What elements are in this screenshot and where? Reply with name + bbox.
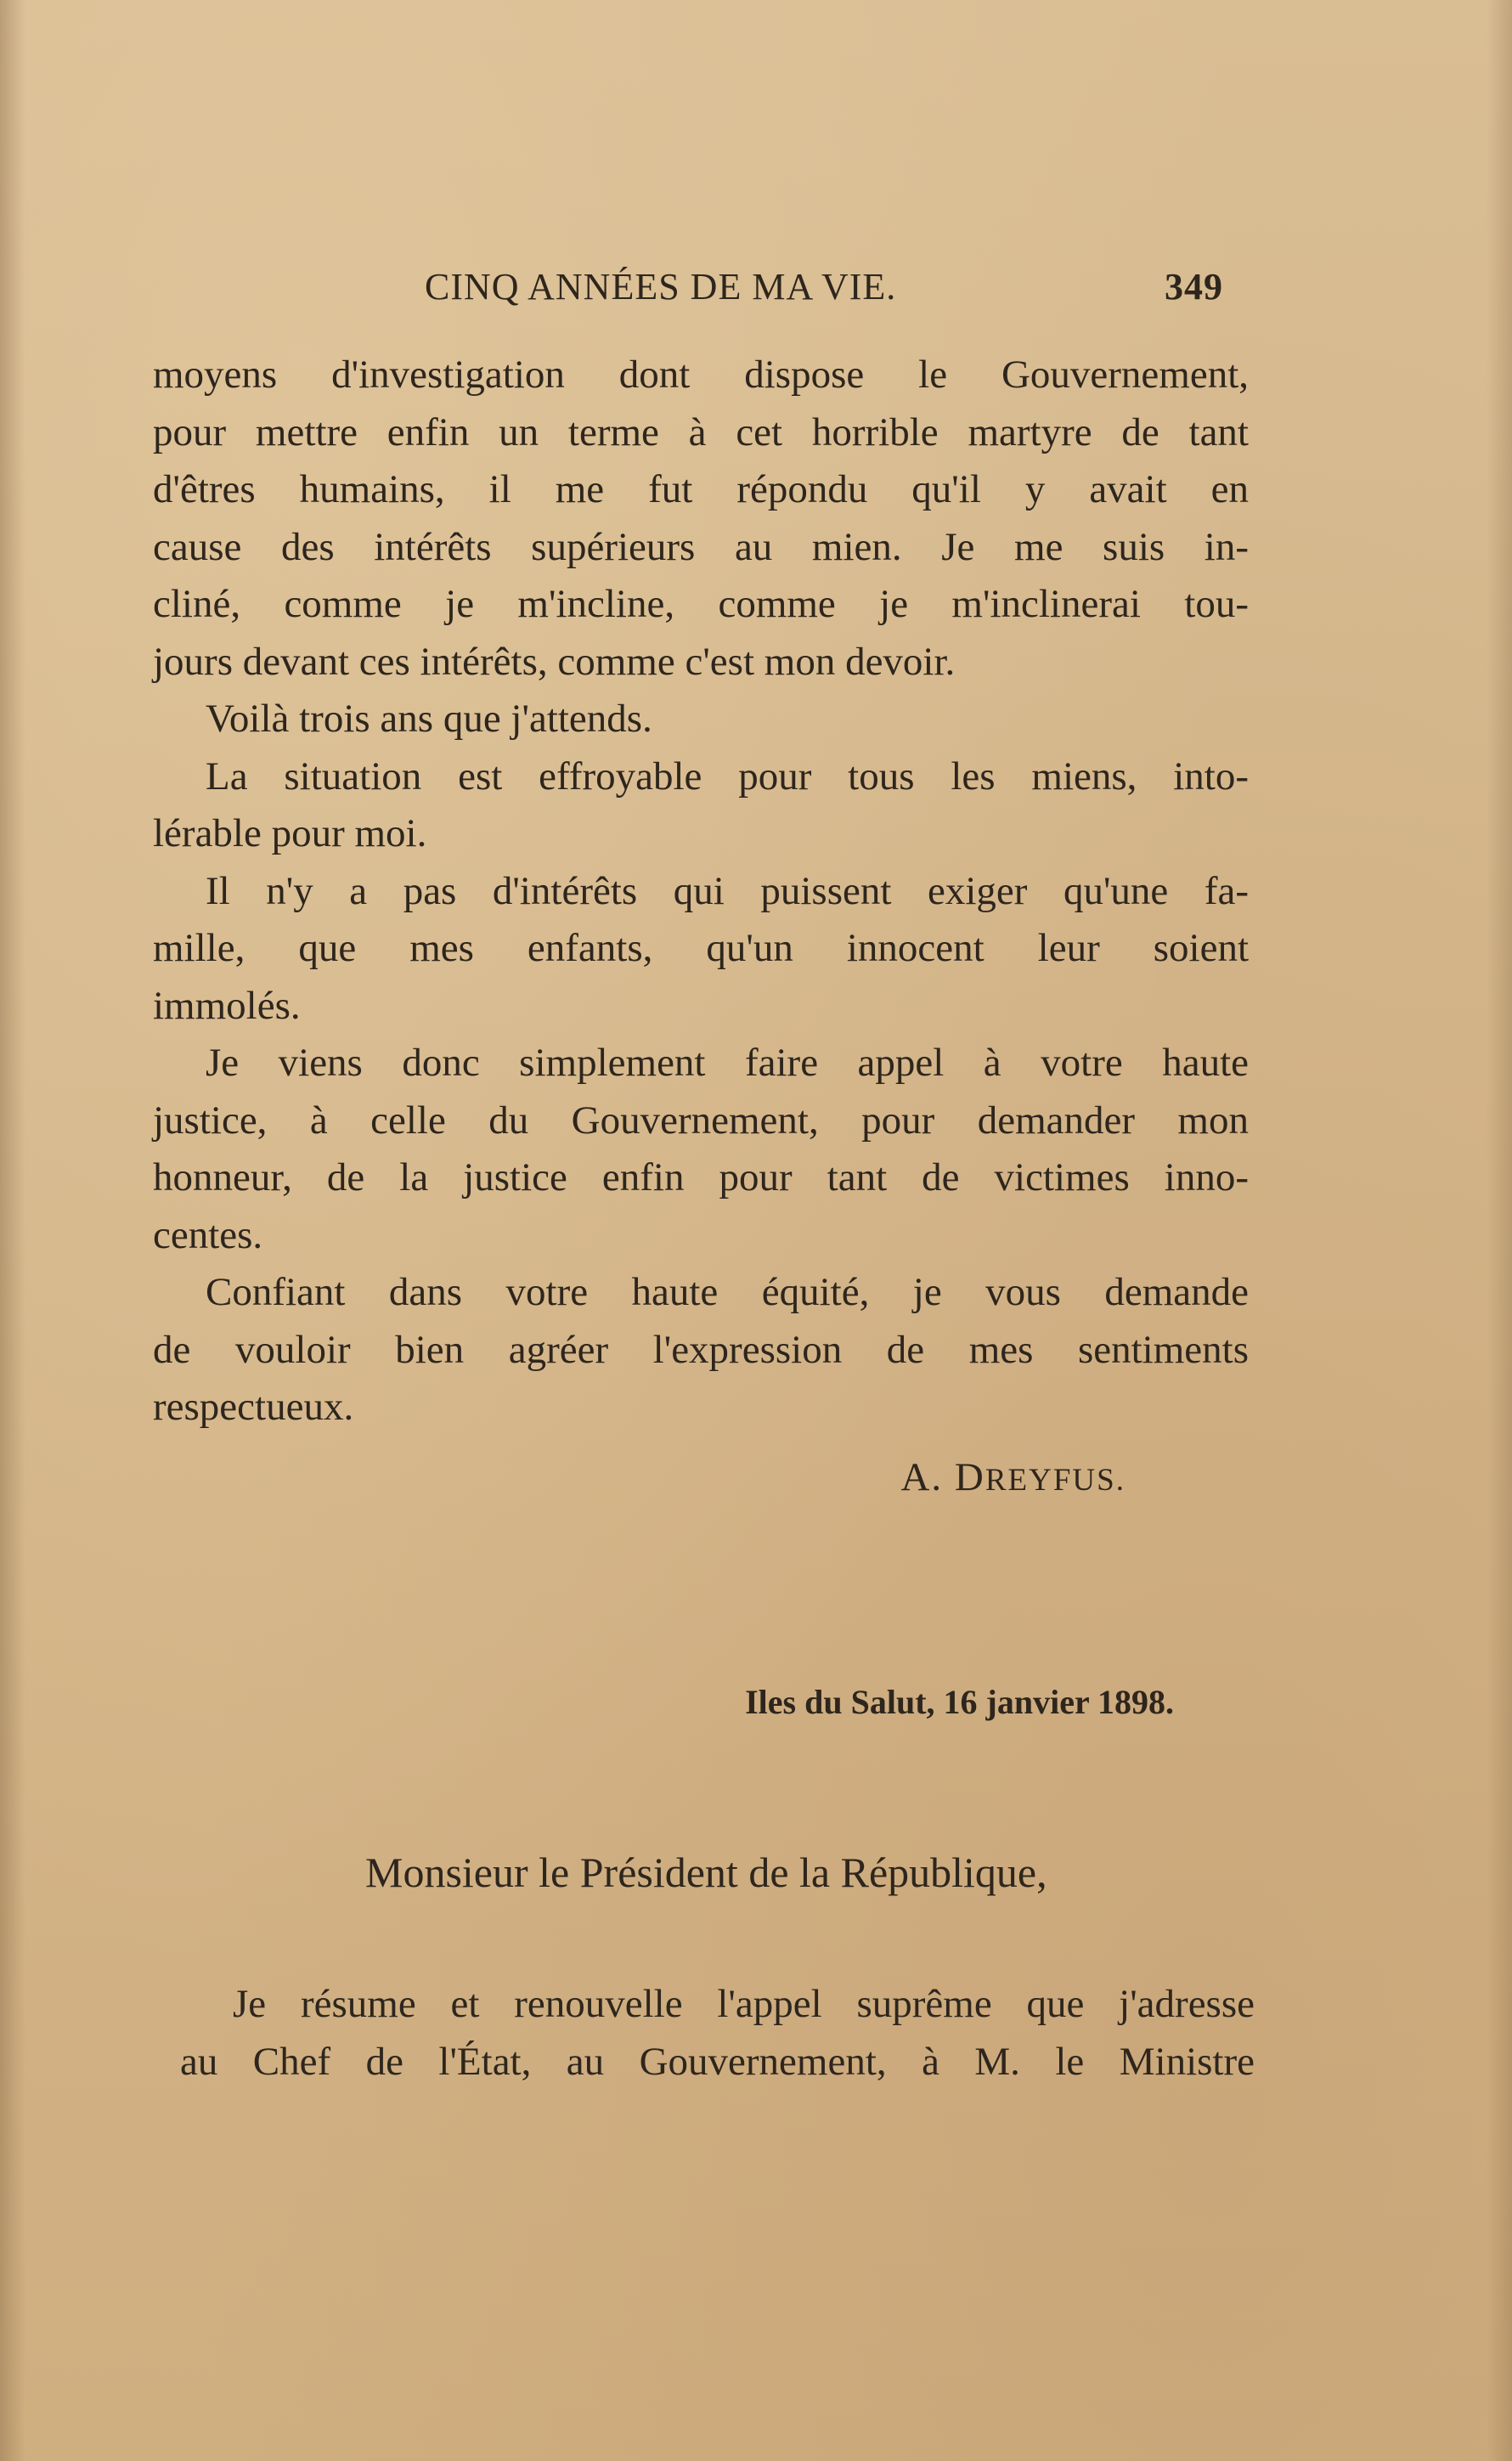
- body-line: cause des intérêts supérieurs au mien. Je me suis in-: [153, 524, 1249, 569]
- letter-body: [153, 347, 1249, 1437]
- body-line: Je résume et renouvelle l'appel suprême que j'adresse: [233, 1982, 1255, 2026]
- second-letter-body: [180, 1975, 1255, 2091]
- body-line: au Chef de l'État, au Gouvernement, à M. le Ministre: [180, 2040, 1255, 2084]
- salutation: Monsieur le Président de la République,: [365, 1849, 1047, 1896]
- page-gutter-shadow: [0, 0, 25, 2461]
- body-line: moyens d'investigation dont dispose le Gouvernement,: [153, 353, 1249, 397]
- body-line: d'êtres humains, il me fut répondu qu'il y avait en: [153, 467, 1249, 511]
- body-line: honneur, de la justice enfin pour tant de victimes inno-: [153, 1155, 1249, 1199]
- body-line: pour mettre enfin un terme à cet horrible martyre de tant: [153, 409, 1249, 454]
- body-line: Je viens donc simplement faire appel à votre haute: [206, 1041, 1249, 1085]
- body-line: cliné, comme je m'incline, comme je m'inclinerai tou-: [153, 582, 1249, 626]
- signature-initial: A. D: [900, 1455, 985, 1499]
- running-title: CINQ ANNÉES DE MA VIE.: [425, 266, 897, 308]
- body-line: centes.: [153, 1212, 263, 1257]
- running-head: [425, 265, 1223, 316]
- dateline: Iles du Salut, 16 janvier 1898.: [745, 1683, 1174, 1721]
- body-line: justice, à celle du Gouvernement, pour demander mon: [153, 1098, 1249, 1143]
- body-line: jours devant ces intérêts, comme c'est mon devoir.: [153, 639, 956, 684]
- body-line: Il n'y a pas d'intérêts qui puissent exiger qu'une fa-: [206, 868, 1249, 913]
- page-edge-shadow: [1487, 0, 1512, 2461]
- body-line: Confiant dans votre haute équité, je vous demande: [206, 1270, 1249, 1314]
- body-line: lérable pour moi.: [153, 811, 427, 855]
- page-number: 349: [1165, 266, 1223, 308]
- signature: [900, 1454, 1126, 1500]
- body-line: de vouloir bien agréer l'expression de mes sentiments: [153, 1327, 1249, 1372]
- signature-surname: REYFUS.: [984, 1463, 1126, 1498]
- body-line: immolés.: [153, 983, 301, 1028]
- body-line: respectueux.: [153, 1385, 354, 1429]
- body-line: mille, que mes enfants, qu'un innocent leur soient: [153, 926, 1249, 970]
- body-line: Voilà trois ans que j'attends.: [206, 697, 652, 741]
- body-line: La situation est effroyable pour tous les miens, into-: [206, 754, 1249, 799]
